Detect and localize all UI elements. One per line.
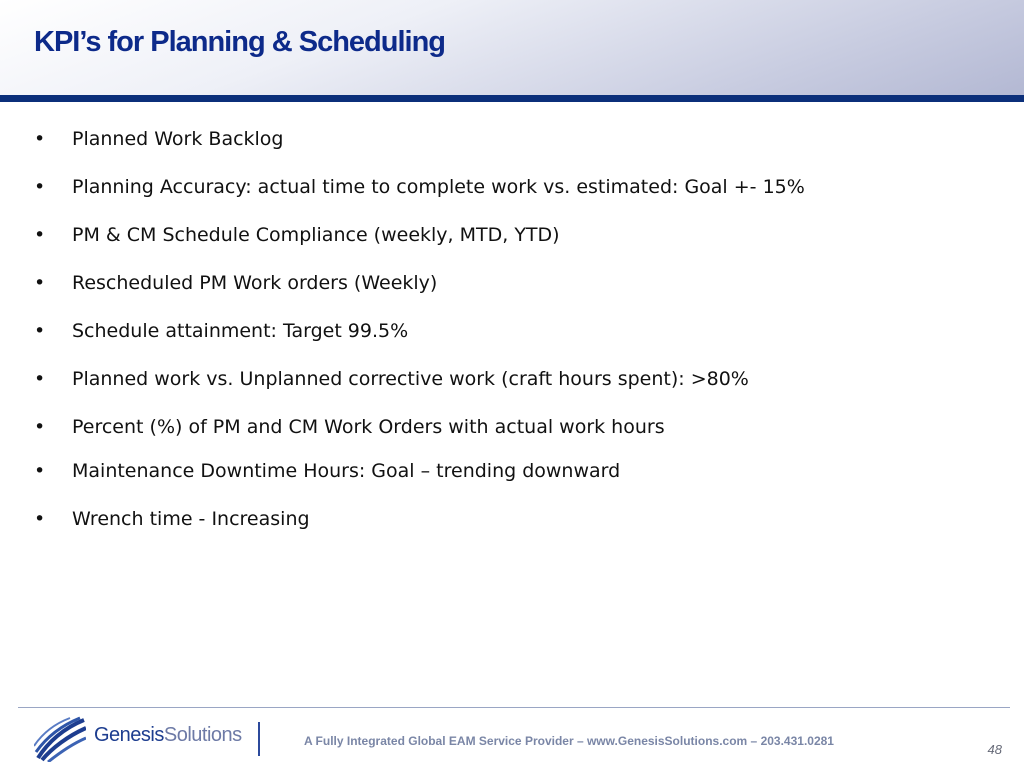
bullet-item bbox=[34, 124, 994, 154]
bullet-text: Wrench time - Increasing bbox=[72, 508, 310, 530]
bullet-dot: • bbox=[34, 320, 46, 342]
bullet-text: Maintenance Downtime Hours: Goal – trending downward bbox=[72, 460, 621, 482]
bullet-dot: • bbox=[34, 416, 46, 438]
bullet-dot: • bbox=[34, 224, 46, 246]
slide-title: KPI’s for Planning & Scheduling bbox=[34, 26, 446, 58]
bullet-text: Planned Work Backlog bbox=[72, 128, 284, 150]
bullet-item bbox=[34, 220, 994, 250]
logo-primary: Genesis bbox=[94, 724, 164, 746]
header-rule bbox=[0, 95, 1024, 102]
genesis-solutions-logo bbox=[34, 714, 274, 764]
bullet-item bbox=[34, 364, 994, 394]
bullet-text: Planned work vs. Unplanned corrective work (craft hours spent): >80% bbox=[72, 368, 749, 390]
bullet-dot: • bbox=[34, 460, 46, 482]
bullet-dot: • bbox=[34, 176, 46, 198]
bullet-text: Schedule attainment: Target 99.5% bbox=[72, 320, 409, 342]
logo-divider bbox=[258, 722, 260, 756]
bullet-text: Rescheduled PM Work orders (Weekly) bbox=[72, 272, 438, 294]
bullet-dot: • bbox=[34, 272, 46, 294]
genesis-swoosh-logo-icon bbox=[34, 716, 86, 767]
logo-wordmark bbox=[94, 724, 242, 747]
logo-secondary: Solutions bbox=[163, 724, 242, 746]
bullet-item bbox=[34, 172, 994, 202]
bullet-text: Percent (%) of PM and CM Work Orders with actual work hours bbox=[72, 416, 665, 438]
bullet-dot: • bbox=[34, 128, 46, 150]
bullet-item bbox=[34, 268, 994, 298]
bullet-item bbox=[34, 456, 994, 486]
bullet-item bbox=[34, 412, 994, 442]
bullet-item bbox=[34, 504, 994, 534]
footer-rule bbox=[18, 707, 1010, 708]
bullet-text: Planning Accuracy: actual time to complete work vs. estimated: Goal +- 15% bbox=[72, 176, 805, 198]
bullet-dot: • bbox=[34, 368, 46, 390]
footer-tagline: A Fully Integrated Global EAM Service Provider – www.GenesisSolutions.com – 203.431.0281 bbox=[304, 734, 834, 748]
page-number: 48 bbox=[987, 742, 1002, 757]
bullet-item bbox=[34, 316, 994, 346]
bullet-dot: • bbox=[34, 508, 46, 530]
bullet-text: PM & CM Schedule Compliance (weekly, MTD, YTD) bbox=[72, 224, 560, 246]
